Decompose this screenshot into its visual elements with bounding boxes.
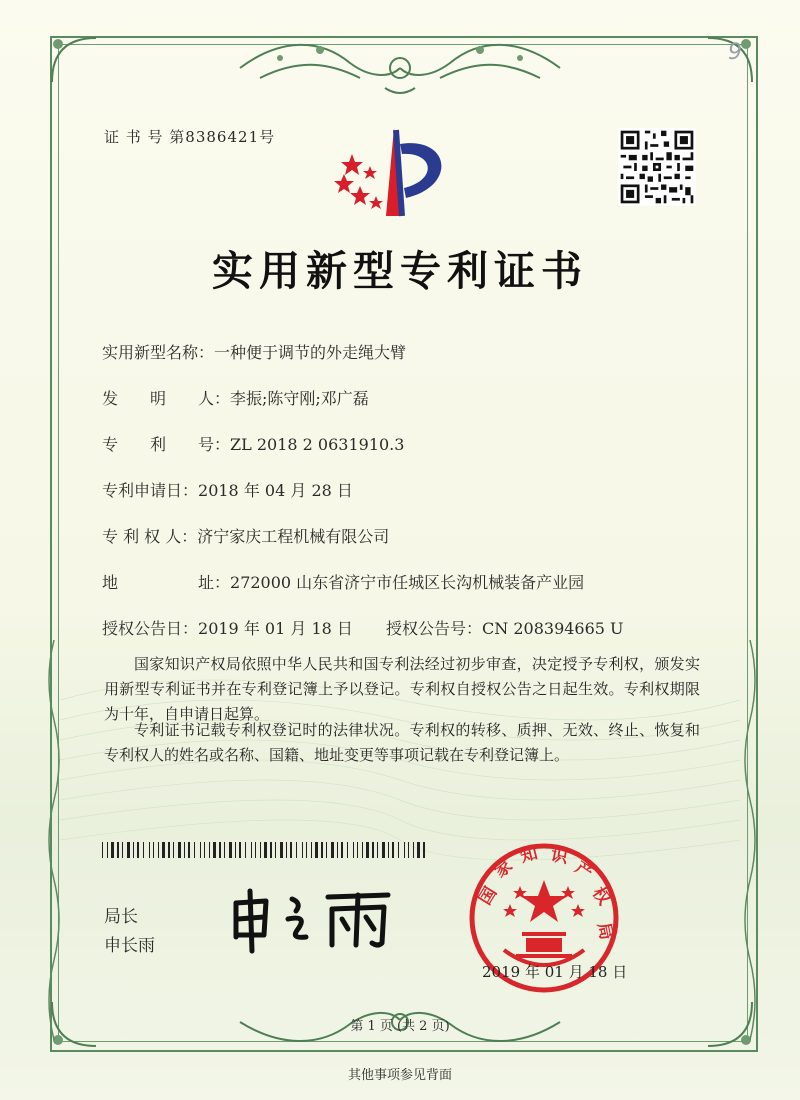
director-title: 局长 [104, 907, 138, 927]
field-value: 272000 山东省济宁市任城区长沟机械装备产业园 [230, 573, 585, 592]
right-side-ornament [738, 640, 762, 1040]
page-number: 第 1 页 (共 2 页) [350, 1019, 450, 1034]
field-label: 授权公告号： [386, 619, 483, 638]
field-value: 2018 年 04 月 28 日 [198, 481, 353, 500]
field-grant-number [386, 616, 624, 639]
svg-text:知: 知 [518, 843, 540, 867]
legal-paragraph-1: 国家知识产权局依照中华人民共和国专利法经过初步审查，决定授予专利权，颁发实用新型专利证书并在专利登记簿上予以登记。专利权自授权公告之日起生效。专利权期限为十年，自申请日起算。 [104, 655, 700, 723]
director-name: 申长雨 [104, 936, 155, 956]
field-value: 一种便于调节的外走绳大臂 [214, 343, 407, 362]
field-value: CN 208394665 U [482, 619, 624, 638]
qr-code [618, 128, 696, 206]
seal-date: 2019 年 01 月 18 日 [482, 963, 628, 981]
field-label: 专 利 号： [102, 435, 231, 454]
certificate-number: 证 书 号 第8386421号 [104, 128, 276, 146]
certificate-title: 实用新型专利证书 [212, 247, 588, 295]
svg-text:识: 识 [549, 845, 570, 868]
field-value: 2019 年 01 月 18 日 [198, 619, 353, 638]
field-label: 专利申请日： [102, 481, 199, 500]
handwritten-page-mark: 9 [728, 40, 742, 65]
svg-text:权: 权 [587, 883, 614, 909]
director-signature [228, 885, 398, 955]
field-value: 李振;陈守刚;邓广磊 [230, 389, 369, 408]
svg-text:国: 国 [475, 883, 502, 909]
field-label: 专 利 权 人： [102, 527, 198, 546]
field-value: 济宁家庆工程机械有限公司 [197, 527, 390, 546]
field-label: 地 址： [102, 573, 231, 592]
field-utility-model-name [102, 340, 406, 363]
left-side-ornament [42, 640, 66, 1040]
legal-paragraph-2: 专利证书记载专利权登记时的法律状况。专利权的转移、质押、无效、终止、恢复和专利权人的姓名或名称、国籍、地址变更等事项记载在专利登记簿上。 [104, 721, 700, 764]
field-patentee [102, 524, 389, 547]
footer-note: 其他事项参见背面 [347, 1068, 452, 1083]
field-grant-date [102, 616, 353, 639]
field-patent-number [102, 432, 404, 455]
field-inventors [102, 386, 369, 409]
field-label: 授权公告日： [102, 619, 199, 638]
field-value: ZL 2018 2 0631910.3 [230, 435, 405, 454]
cnipa-logo [330, 126, 460, 222]
svg-text:局: 局 [593, 920, 617, 942]
corner-ornament-tl [46, 32, 106, 92]
field-label: 实用新型名称： [102, 343, 215, 362]
top-ornament [220, 28, 580, 98]
barcode [102, 842, 432, 858]
svg-text:产: 产 [571, 857, 597, 884]
field-address [102, 570, 584, 593]
field-application-date [102, 478, 353, 501]
field-label: 发 明 人： [102, 389, 231, 408]
svg-text:家: 家 [490, 855, 517, 882]
